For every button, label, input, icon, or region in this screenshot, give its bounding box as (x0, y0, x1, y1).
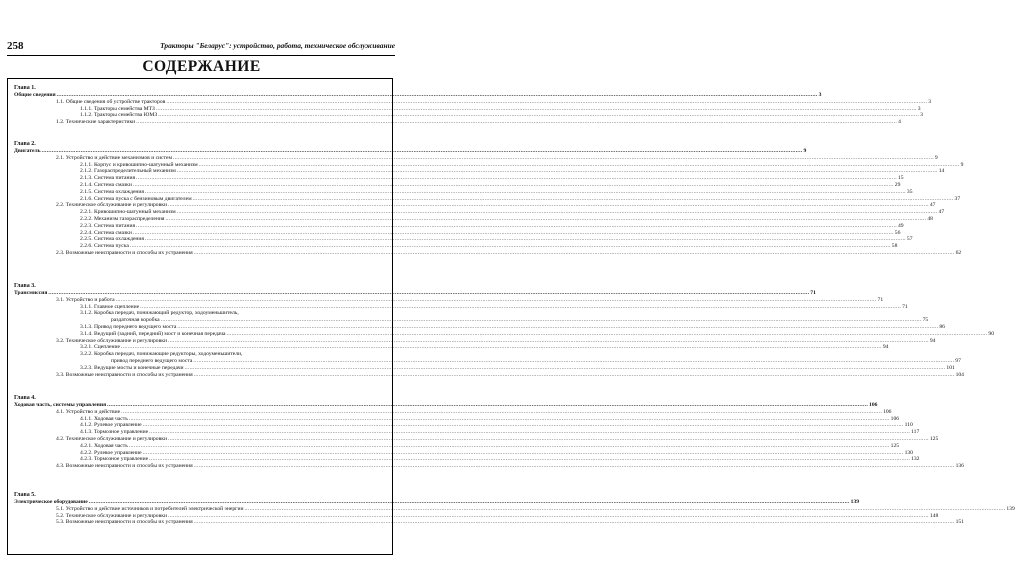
toc-page-number: 3 (928, 98, 932, 105)
toc-entry-text: привод переднего ведущего моста (111, 358, 193, 364)
toc-page-number: 15 (897, 175, 904, 182)
toc-page-number: 29 (894, 182, 901, 188)
toc-page-number: 94 (929, 337, 936, 344)
toc-page-number: 71 (877, 296, 884, 303)
toc-page-number: 125 (929, 436, 939, 442)
chapter-label: Глава 4. (14, 395, 36, 401)
toc-entry-text: 2.1.1. Корпус и кривошипно-шатунный механизм (80, 161, 198, 168)
toc-entry-text: 4.2.3. Тормозное управление (80, 456, 149, 463)
toc-page-number: 4 (898, 119, 901, 126)
dot-leader (194, 250, 955, 257)
toc-entry[interactable] (56, 250, 962, 257)
toc-entry-text: 3.2.3. Ведущие мосты и конечные передачи (80, 364, 184, 371)
toc-entry-text: 2.1.2. Газораспределительный механизм (80, 168, 176, 175)
toc-entry-text: 3.1. Устройство и работа (56, 296, 115, 303)
page-title: СОДЕРЖАНИЕ (142, 58, 261, 75)
toc-entry-text: 2.1. Устройство и действие механизмов и систем (56, 154, 173, 161)
toc-page-number: 106 (883, 408, 892, 415)
toc-page-number: 58 (891, 243, 898, 250)
toc-entry-text: 4.1. Устройство и действие (56, 408, 121, 415)
toc-entry-text: 2.2. Техническое обслуживание и регулировки (56, 202, 167, 209)
toc-entry-text: раздаточная коробка (111, 317, 160, 324)
toc-entry[interactable] (56, 519, 964, 526)
toc-page-number: 57 (906, 236, 913, 243)
toc-entry-text: 3.1.1. Главное сцепление (80, 303, 140, 310)
page-number: 258 (7, 40, 24, 52)
toc-page-number: 106 (890, 415, 900, 422)
toc-entry-text: 1.1.2. Тракторы семейства ЮМЗ (80, 112, 158, 119)
toc-page-number: 86 (939, 324, 945, 330)
toc-entry-text: 4.1.3. Тормозное управление (80, 429, 149, 436)
toc-entry-text: 2.2.5. Система охлаждения (80, 236, 144, 243)
toc-page-number: 49 (897, 222, 904, 229)
page-header (7, 40, 395, 54)
toc-page-number: 130 (904, 449, 913, 456)
toc-page-number: 148 (929, 512, 939, 519)
toc-entry[interactable] (56, 463, 964, 470)
toc-page-number: 9 (803, 148, 807, 154)
toc-page-number: 75 (922, 317, 929, 324)
dot-leader (194, 519, 955, 526)
toc-entry-text: 4.2.2. Рулевое управление (80, 449, 142, 456)
toc-entry-text: 1.1.1. Тракторы семейства МТЗ (80, 105, 155, 112)
toc-entry-text: 4.1.1. Ходовая часть (80, 415, 128, 422)
toc-entry-text: 2.1.6. Система пуска с бензиновым двигателем (80, 195, 192, 202)
toc-entry[interactable] (56, 371, 964, 379)
toc-entry-text: 4.1.2. Рулевое управление (80, 422, 142, 429)
running-title: Тракторы "Беларус": устройство, работа, техническое обслуживание (160, 41, 395, 50)
chapter-label: Глава 2. (14, 141, 36, 147)
header-rule (7, 55, 395, 56)
dot-leader (194, 463, 955, 470)
toc-page-number: 104 (955, 371, 964, 378)
toc-entry-text: Двигатель (14, 148, 41, 154)
toc-page-number: 3 (917, 105, 921, 112)
toc-entry-text: 4.3. Возможные неисправности и способы их устранения (56, 463, 193, 470)
toc-entry-text: 2.2.2. Механизм газораспределения (80, 216, 165, 222)
toc-entry-text: 5.2. Техническое обслуживание и регулировки (56, 512, 167, 519)
chapter-label: Глава 1. (14, 85, 36, 91)
toc-entry-text: Трансмиссия (14, 290, 48, 296)
toc-page-number: 125 (890, 442, 900, 449)
toc-page-number: 47 (929, 202, 936, 209)
toc-page-number: 97 (955, 358, 961, 364)
toc-entry-text: 4.2. Техническое обслуживание и регулировки (56, 436, 167, 442)
toc-entry-text: Ходовая часть, системы управления (14, 402, 107, 408)
toc-entry-text: 3.1.2. Коробка передач, понижающий редуктор, ходоуменьшитель, (80, 310, 239, 317)
toc-entry-text: 4.2.1. Ходовая часть (80, 442, 128, 449)
toc-entry-text: 2.1.5. Система охлаждения (80, 188, 144, 195)
toc-entry-text: Общие сведения (14, 92, 56, 98)
dot-leader (194, 372, 955, 379)
toc-entry-text: 2.2.6. Система пуска (80, 243, 129, 250)
toc-page-number: 71 (810, 290, 816, 296)
toc-page-number: 47 (938, 209, 945, 216)
toc-entry[interactable] (56, 119, 901, 126)
toc-entry-text: 2.1.3. Система питания (80, 175, 136, 182)
toc-page-number: 62 (955, 250, 962, 256)
toc-entry-text: 2.2.1. Кривошипно-шатунный механизм (80, 209, 176, 216)
toc-entry-text: 3.1.4. Ведущий (задний, передний) мост и конечная передача (80, 330, 226, 337)
toc-entry-text: 2.2.3. Система питания (80, 222, 136, 229)
toc-page-number: 110 (904, 422, 913, 429)
toc-entry-text: 5.1. Устройство и действие источников и потребителей электрической энергии (56, 505, 244, 512)
toc-entry-text: 3.2.2. Коробка передач, понижающие редукторы, ходоуменьшители, (80, 351, 243, 358)
toc-page-number: 136 (955, 463, 964, 470)
toc-page-number: 3 (818, 92, 822, 98)
toc-page-number: 151 (955, 519, 964, 526)
toc-page-number: 9 (934, 154, 938, 161)
toc-entry-text: Электрическое оборудование (14, 499, 88, 505)
toc-page-number: 139 (1006, 505, 1015, 512)
chapter-label: Глава 5. (14, 492, 36, 498)
toc-entry-text: 3.2. Техническое обслуживание и регулировки (56, 337, 167, 344)
toc-entry-text: 3.1.3. Привод переднего ведущего моста (80, 324, 177, 330)
toc-page-number: 37 (954, 195, 961, 202)
toc-page-number: 117 (911, 429, 920, 436)
toc-page-number: 9 (960, 161, 964, 168)
toc-entry-text: 3.2.1. Сцепление (80, 344, 120, 351)
toc-page-number: 90 (988, 330, 995, 337)
toc-entry-text: 2.1.4. Система смазки (80, 182, 132, 188)
toc-entry-text: 2.3. Возможные неисправности и способы их устранения (56, 250, 193, 256)
toc-entry-text: 2.2.4. Система смазки (80, 229, 132, 236)
toc-entry-text: 5.3. Возможные неисправности и способы их устранения (56, 519, 193, 526)
toc-page-number: 101 (946, 364, 955, 371)
toc-entry-text: 1.2. Технические характеристики (56, 119, 136, 126)
toc-page-number: 14 (938, 168, 945, 175)
toc-page-number: 35 (906, 188, 913, 195)
toc-page-number: 56 (894, 229, 901, 236)
toc-page-number: 3 (920, 112, 923, 119)
dot-leader (136, 119, 897, 126)
toc-page-number: 106 (869, 402, 878, 408)
toc-page-number: 139 (850, 499, 860, 505)
toc-entry-text: 3.3. Возможные неисправности и способы их устранения (56, 371, 193, 378)
toc-page-number: 94 (882, 344, 889, 351)
toc-page-number: 132 (911, 456, 920, 463)
toc-page-number: 71 (902, 303, 908, 310)
toc-page-number: 48 (927, 216, 933, 222)
dot-leader (140, 304, 901, 311)
chapter-label: Глава 3. (14, 283, 36, 289)
toc-entry-text: 1.1. Общие сведения об устройстве тракторов (56, 98, 166, 105)
